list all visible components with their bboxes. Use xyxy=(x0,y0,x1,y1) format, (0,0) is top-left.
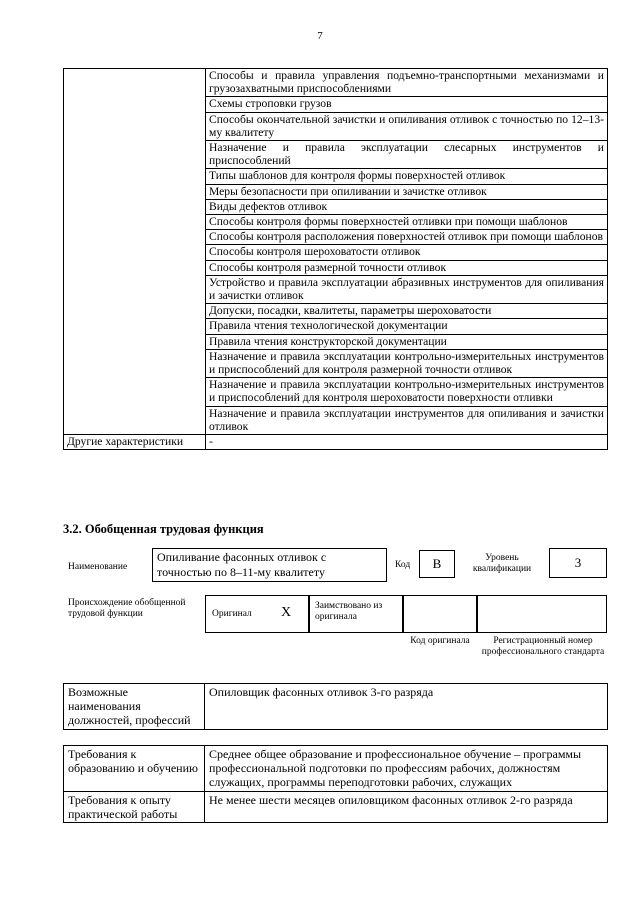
reg-number-label: Регистрационный номер профессионального стандарта xyxy=(481,636,605,657)
level-label: Уровень квалификации xyxy=(472,553,532,574)
positions-label: Возможные наименования должностей, профессий xyxy=(64,684,205,730)
table-row xyxy=(64,684,608,730)
borrowed-label: Заимствовано из оригинала xyxy=(315,601,383,622)
experience-value: Не менее шести месяцев опиловщиком фасонных отливок 2-го разряда xyxy=(205,791,608,822)
table-row xyxy=(64,791,608,822)
knowledge-item: Устройство и правила эксплуатации абразивных инструментов для опиливания и зачистки отливок xyxy=(206,275,608,303)
knowledge-item: Меры безопасности при опиливании и зачистке отливок xyxy=(206,184,608,199)
knowledge-item: Способы и правила управления подъемно-транспортными механизмами и грузозахватными приспособлениями xyxy=(206,69,608,97)
table-row xyxy=(64,435,608,450)
origin-box xyxy=(205,595,607,633)
knowledge-item: Способы контроля формы поверхностей отливки при помощи шаблонов xyxy=(206,215,608,230)
origin-code-label: Код оригинала xyxy=(410,636,470,646)
knowledge-item: Назначение и правила эксплуатации инструментов для опиливания и зачистки отливок xyxy=(206,406,608,434)
knowledge-item: Способы контроля расположения поверхностей отливок при помощи шаблонов xyxy=(206,230,608,245)
positions-value: Опиловщик фасонных отливок 3-го разряда xyxy=(205,684,608,730)
table-row xyxy=(64,69,608,97)
table-row xyxy=(64,746,608,792)
knowledge-item: Допуски, посадки, квалитеты, параметры шероховатости xyxy=(206,304,608,319)
experience-label: Требования к опыту практической работы xyxy=(64,791,205,822)
divider xyxy=(476,595,478,633)
knowledge-item: Типы шаблонов для контроля формы поверхностей отливок xyxy=(206,169,608,184)
row-label-cell xyxy=(64,69,206,435)
section-title: 3.2. Обобщенная трудовая функция xyxy=(63,522,264,536)
knowledge-item: Способы окончательной зачистки и опиливания отливок с точностью по 12–13-му квалитету xyxy=(206,112,608,140)
positions-table xyxy=(63,683,608,730)
divider xyxy=(308,595,310,633)
name-label: Наименование xyxy=(68,562,128,572)
origin-label: Происхождение обобщенной трудовой функции xyxy=(68,598,186,619)
knowledge-table xyxy=(63,68,608,450)
divider xyxy=(402,595,404,633)
other-characteristics-value: - xyxy=(206,435,608,450)
knowledge-item: Способы контроля шероховатости отливок xyxy=(206,245,608,260)
knowledge-item: Правила чтения технологической документации xyxy=(206,319,608,334)
knowledge-item: Назначение и правила эксплуатации слесарных инструментов и приспособлений xyxy=(206,141,608,169)
page-number: 7 xyxy=(317,30,323,42)
name-value: Опиливание фасонных отливок с точностью по 8–11-му квалитету xyxy=(152,548,387,582)
education-label: Требования к образованию и обучению xyxy=(64,746,205,792)
code-value: B xyxy=(419,550,455,578)
knowledge-item: Способы контроля размерной точности отливок xyxy=(206,260,608,275)
knowledge-item: Виды дефектов отливок xyxy=(206,199,608,214)
other-characteristics-label: Другие характеристики xyxy=(64,435,206,450)
knowledge-item: Назначение и правила эксплуатации контрольно-измерительных инструментов и приспособлений для контроля шероховатости поверхности отливки xyxy=(206,378,608,406)
education-value: Среднее общее образование и профессиональное обучение – программы профессиональной подготовки по профессиям рабочих, должностям служащих, программы переподготовки рабочих, служащих xyxy=(205,746,608,792)
original-mark: X xyxy=(281,605,292,620)
knowledge-item: Правила чтения конструкторской документации xyxy=(206,334,608,349)
knowledge-item: Схемы строповки грузов xyxy=(206,97,608,112)
original-label: Оригинал xyxy=(212,609,252,619)
requirements-table xyxy=(63,745,608,823)
level-value: 3 xyxy=(549,548,607,578)
code-label: Код xyxy=(395,560,411,570)
knowledge-item: Назначение и правила эксплуатации контрольно-измерительных инструментов и приспособлений для контроля размерной точности отливок xyxy=(206,349,608,377)
